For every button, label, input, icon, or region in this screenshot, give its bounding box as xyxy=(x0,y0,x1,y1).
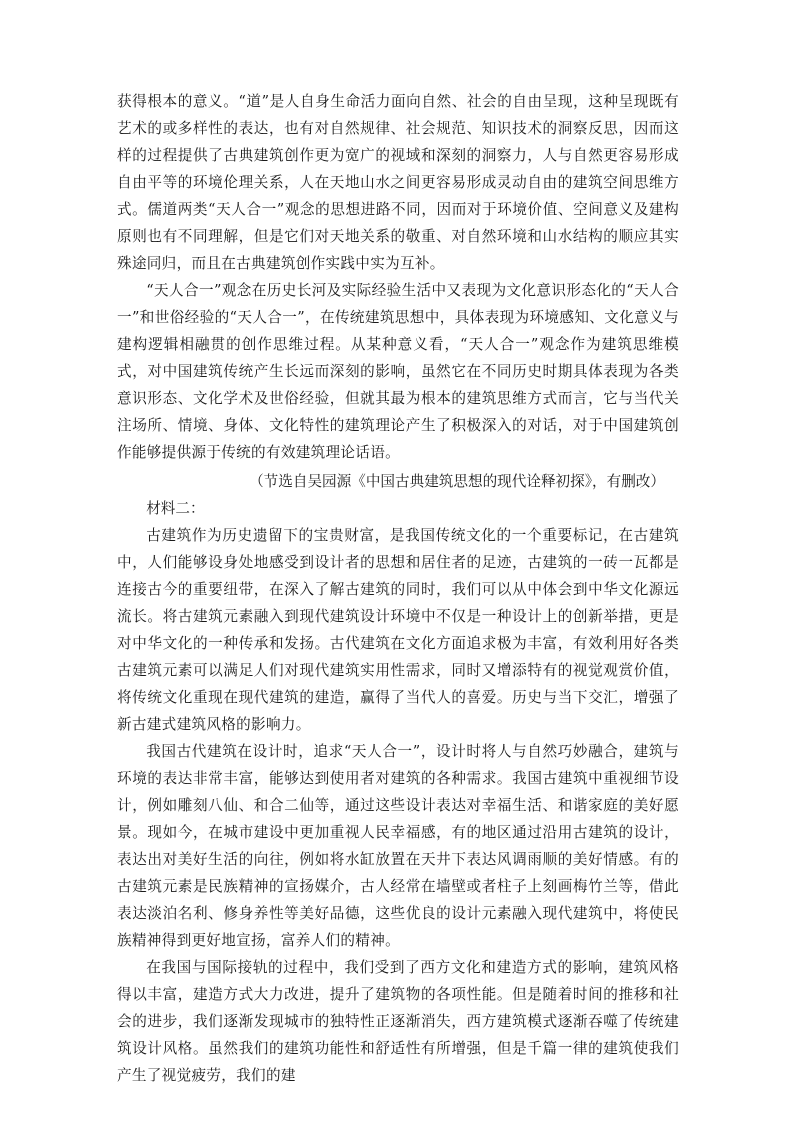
material-two-heading: 材料二： xyxy=(146,500,205,517)
paragraph-5: 在我国与国际接轨的过程中，我们受到了西方文化和建造方式的影响，建筑风格得以丰富，建造方式大力改进，提升了建筑物的各项性能。但是随着时间的推移和社会的进步，我们逐渐发现城市的独特性正逐渐消失，西方建筑模式逐渐吞噬了传统建筑设计风格。虽然我们的建筑功能性和舒适性有所增强，但是千篇一律的建筑使我们产生了视觉疲劳，我们的建 xyxy=(117,959,679,1084)
paragraph-4: 我国古代建筑在设计时，追求“天人合一”，设计时将人与自然巧妙融合，建筑与环境的表达非常丰富，能够达到使用者对建筑的各种需求。我国古建筑中重视细节设计，例如雕刻八仙、和合二仙等，通过这些设计表达对幸福生活、和谐家庭的美好愿景。现如今，在城市建设中更加重视人民幸福感，有的地区通过沿用古建筑的设计，表达出对美好生活的向往，例如将水缸放置在天井下表达风调雨顺的美好情感。有的古建筑元素是民族精神的宣扬媒介，古人经常在墙壁或者柱子上刻画梅竹兰等，借此表达淡泊名利、修身养性等美好品德，这些优良的设计元素融入现代建筑中，将使民族精神得到更好地宣扬，富养人们的精神。 xyxy=(117,743,679,949)
document-page xyxy=(117,88,679,1089)
paragraph-3: 古建筑作为历史遗留下的宝贵财富，是我国传统文化的一个重要标记，在古建筑中，人们能够设身处地感受到设计者的思想和居住者的足迹，古建筑的一砖一瓦都是连接古今的重要纽带，在深入了解古建筑的同时，我们可以从中体会到中华文化源远流长。将古建筑元素融入到现代建筑设计环境中不仅是一种设计上的创新举措，更是对中华文化的一种传承和发扬。古代建筑在文化方面追求极为丰富，有效利用好各类古建筑元素可以满足人们对现代建筑实用性需求，同时又增添特有的视觉观赏价值，将传统文化重现在现代建筑的建造，赢得了当代人的喜爱。历史与当下交汇，增强了新古建式建筑风格的影响力。 xyxy=(117,527,679,733)
paragraph-2: “天人合一”观念在历史长河及实际经验生活中又表现为文化意识形态化的“天人合一”和世俗经验的“天人合一”，在传统建筑思想中，具体表现为环境感知、文化意义与建构逻辑相融贯的创作思维过程。从某种意义看，“天人合一”观念作为建筑思维模式，对中国建筑传统产生长远而深刻的影响，虽然它在不同历史时期具体表现为各类意识形态、文化学术及世俗经验，但就其最为根本的建筑思维方式而言，它与当代关注场所、情境、身体、文化特性的建筑理论产生了积极深入的对话，对于中国建筑创作能够提供源于传统的有效建筑理论话语。 xyxy=(117,282,679,461)
source-citation: （节选自吴园源《中国古典建筑思想的现代诠释初探》，有删改） xyxy=(249,473,665,490)
paragraph-1: 获得根本的意义。“道”是人自身生命活力面向自然、社会的自由呈现，这种呈现既有艺术的或多样性的表达，也有对自然规律、社会规范、知识技术的洞察反思，因而这样的过程提供了古典建筑创作更为宽广的视域和深刻的洞察力，人与自然更容易形成自由平等的环境伦理关系，人在天地山水之间更容易形成灵动自由的建筑空间思维方式。儒道两类“天人合一”观念的思想进路不同，因而对于环境价值、空间意义及建构原则也有不同理解，但是它们对天地关系的敬重、对自然环境和山水结构的顺应其实殊途同归，而且在古典建筑创作实践中实为互补。 xyxy=(117,93,679,272)
